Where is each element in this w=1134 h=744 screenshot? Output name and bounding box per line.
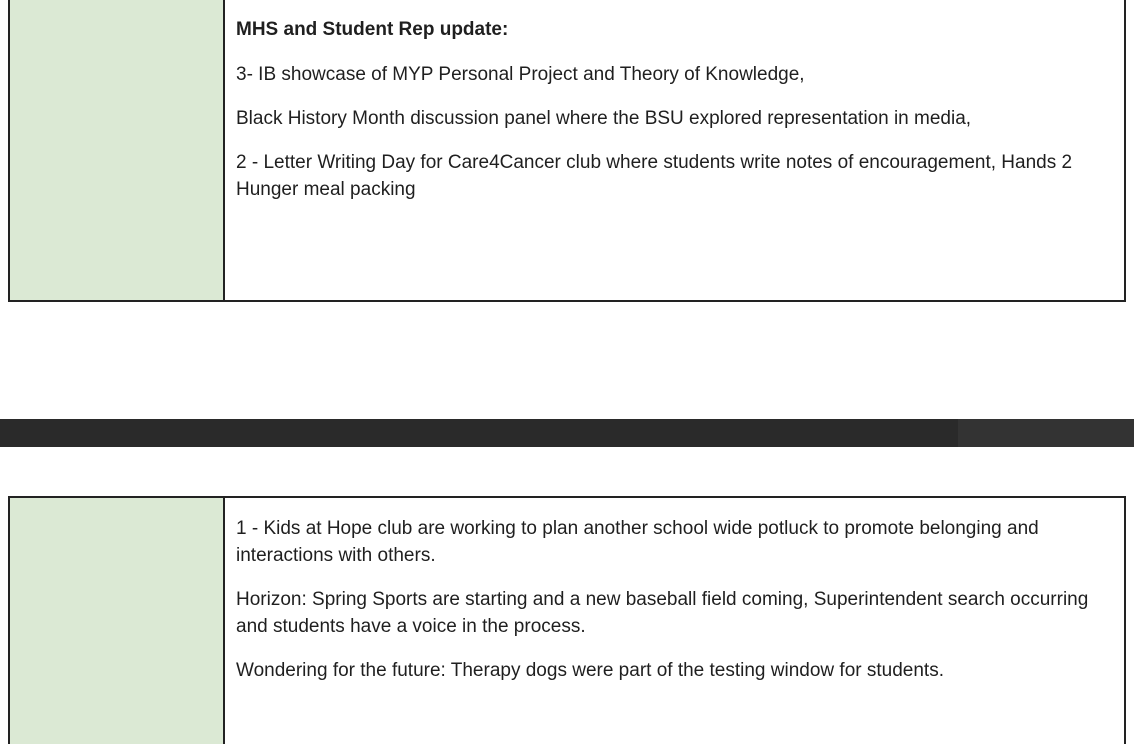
kids-at-hope-paragraph: 1 - Kids at Hope club are working to plan another school wide potluck to promote belonging and interactions with others. — [236, 518, 1039, 566]
table-1-content-cell[interactable] — [225, 0, 1124, 300]
table-2-content-cell[interactable] — [225, 498, 1124, 744]
dark-banner-bar — [0, 419, 1134, 447]
update-table-1 — [8, 0, 1126, 302]
update-table-2 — [8, 496, 1126, 744]
wondering-future-paragraph: Wondering for the future: Therapy dogs were part of the testing window for students. — [236, 660, 944, 681]
horizon-paragraph: Horizon: Spring Sports are starting and a new baseball field coming, Superintendent search occurring and students have a voice in the process. — [236, 589, 1089, 637]
letter-writing-day-paragraph: 2 - Letter Writing Day for Care4Cancer club where students write notes of encouragement, Hands 2 Hunger meal packing — [236, 152, 1073, 200]
table-2-label-cell — [10, 498, 225, 744]
banner-obscured-text — [0, 419, 340, 428]
black-history-month-paragraph: Black History Month discussion panel where the BSU explored representation in media, — [236, 108, 972, 129]
table-1-label-cell — [10, 0, 225, 300]
mhs-student-rep-heading: MHS and Student Rep update: — [236, 19, 509, 40]
ib-showcase-paragraph: 3- IB showcase of MYP Personal Project and Theory of Knowledge, — [236, 64, 805, 85]
banner-right-segment — [958, 419, 1134, 447]
